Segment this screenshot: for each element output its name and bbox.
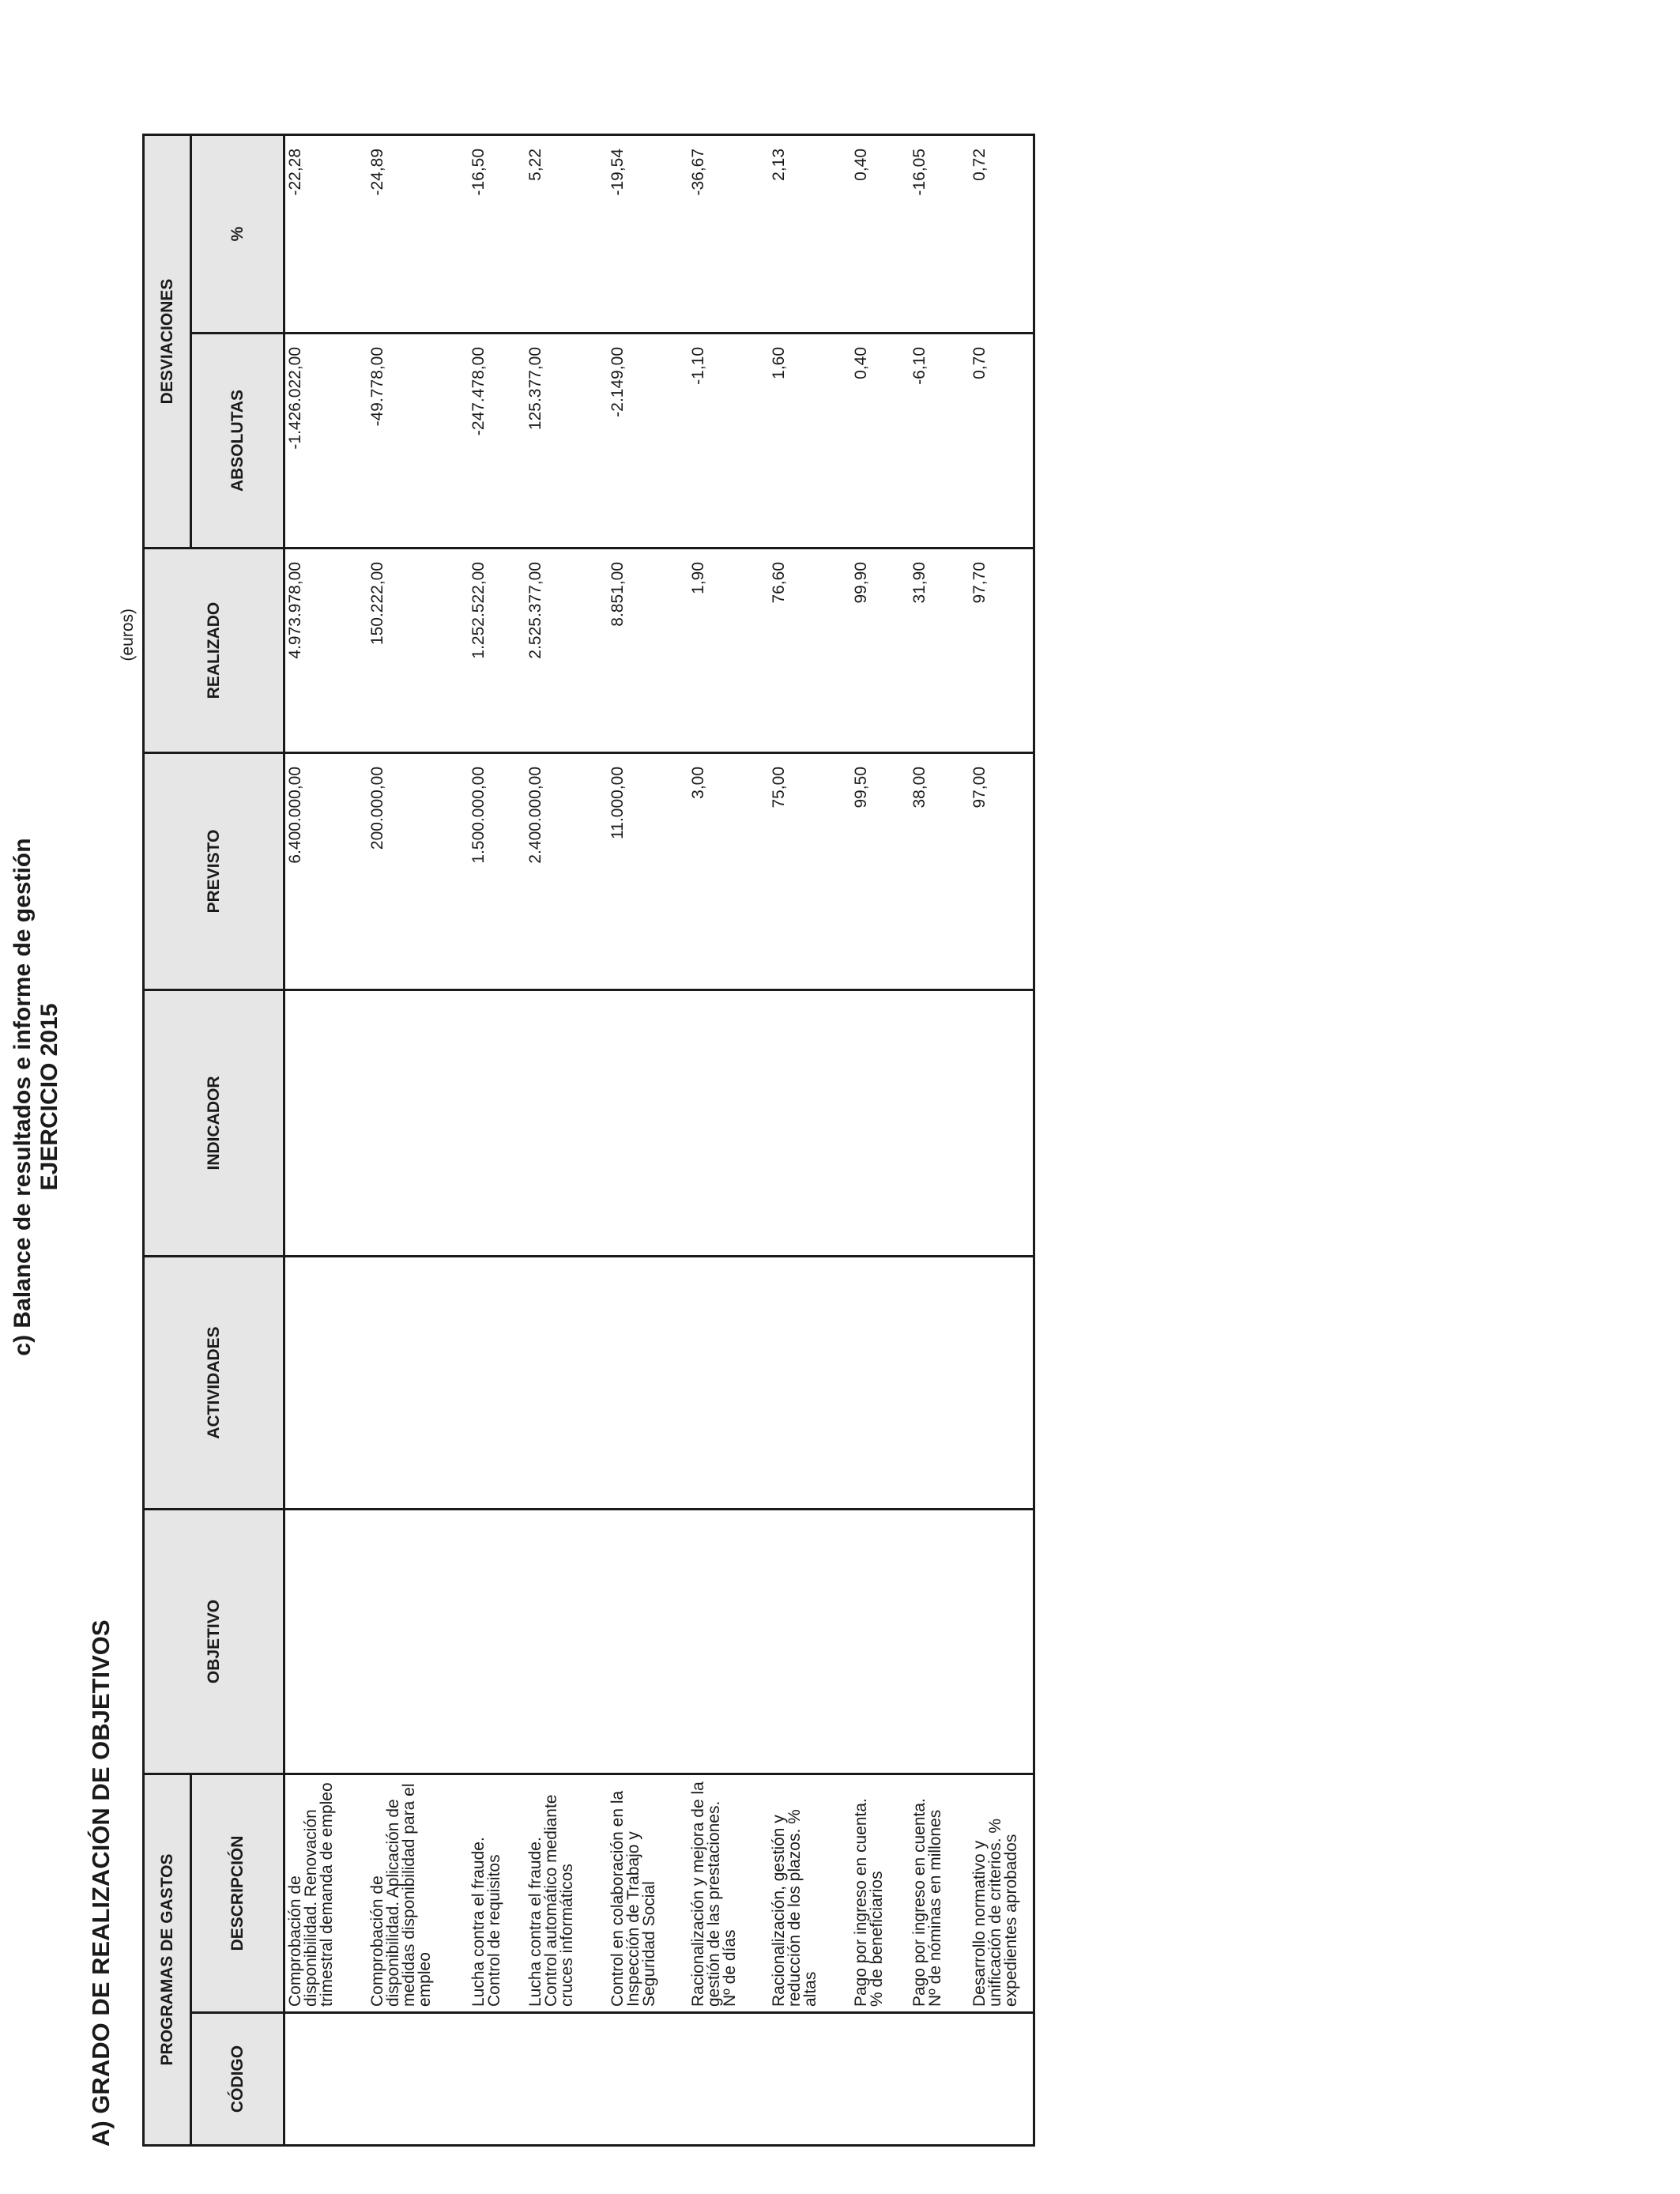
absolutas-cell: -2.149,00 — [608, 346, 627, 417]
objetivo-column — [284, 1509, 1034, 1774]
realizado-cell: 150.222,00 — [368, 561, 386, 646]
realizado-cell: 99,90 — [852, 561, 870, 604]
fiscal-year-title: EJERCICIO 2015 — [36, 1003, 62, 1191]
absolutas-cell: -1,10 — [689, 346, 707, 385]
previsto-cell: 200.000,00 — [368, 766, 386, 850]
absolutas-cell: -1.426.022,00 — [286, 346, 304, 450]
absolutas-cell: -247.478,00 — [469, 346, 488, 436]
header-porcentaje: % — [191, 134, 284, 333]
porcentaje-cell: 0,72 — [970, 148, 989, 181]
porcentaje-cell: 0,40 — [852, 148, 870, 181]
absolutas-cell: 125.377,00 — [526, 346, 544, 431]
codigo-column — [284, 2013, 1034, 2146]
header-indicador: INDICADOR — [144, 990, 284, 1256]
section-title: A) GRADO DE REALIZACIÓN DE OBJETIVOS — [87, 1619, 115, 2147]
porcentaje-column — [284, 134, 1034, 333]
absolutas-cell: -49.778,00 — [368, 346, 386, 427]
absolutas-cell: -6,10 — [910, 346, 929, 385]
header-previsto: PREVISTO — [144, 752, 284, 990]
realizado-cell: 8.851,00 — [608, 561, 627, 627]
previsto-cell: 38,00 — [910, 766, 929, 809]
realizado-cell: 2.525.377,00 — [526, 561, 544, 659]
previsto-cell: 11.000,00 — [608, 766, 627, 839]
previsto-cell: 97,00 — [970, 766, 989, 809]
previsto-column — [284, 752, 1034, 990]
absolutas-column — [284, 333, 1034, 548]
header-absolutas: ABSOLUTAS — [191, 333, 284, 548]
descripcion-cell: Pago por ingreso en cuenta. Nº de nóminas en millones — [910, 1798, 944, 2007]
realizado-cell: 97,70 — [970, 561, 989, 604]
indicador-column — [284, 990, 1034, 1256]
programas-group-header: PROGRAMAS DE GASTOS — [144, 1774, 191, 2145]
descripcion-cell: Racionalización, gestión y reducción de los plazos. % altas — [770, 1809, 819, 2007]
descripcion-cell: Pago por ingreso en cuenta. % de beneficiarios — [852, 1798, 886, 2007]
descripcion-column — [284, 1774, 1034, 2012]
descripcion-cell: Racionalización y mejora de la gestión de las prestaciones. Nº de días — [689, 1781, 739, 2007]
absolutas-cell: 0,70 — [970, 346, 989, 379]
absolutas-cell: 1,60 — [770, 346, 788, 379]
realizado-cell: 1.252.522,00 — [469, 561, 488, 659]
header-realizado: REALIZADO — [144, 548, 284, 752]
previsto-cell: 1.500.000,00 — [469, 766, 488, 864]
realizado-cell: 31,90 — [910, 561, 929, 604]
descripcion-cell: Control en colaboración en la Inspección de Trabajo y Seguridad Social — [608, 1790, 658, 2007]
absolutas-cell: 0,40 — [852, 346, 870, 379]
header-codigo: CÓDIGO — [191, 2013, 284, 2146]
desviaciones-group-header: DESVIACIONES — [144, 134, 191, 548]
document-title: c) Balance de resultados e informe de gestión — [9, 838, 36, 1356]
previsto-cell: 3,00 — [689, 766, 707, 799]
previsto-cell: 6.400.000,00 — [286, 766, 304, 864]
descripcion-cell: Lucha contra el fraude. Control automático mediante cruces informáticos — [526, 1794, 576, 2007]
header-objetivo: OBJETIVO — [144, 1509, 284, 1774]
actividades-column — [284, 1256, 1034, 1509]
descripcion-cell: Comprobación de disponibilidad. Aplicación de medidas disponibilidad para el empleo — [368, 1783, 434, 2007]
previsto-cell: 99,50 — [852, 766, 870, 809]
realizado-cell: 76,60 — [770, 561, 788, 604]
realizado-cell: 1,90 — [689, 561, 707, 594]
previsto-cell: 2.400.000,00 — [526, 766, 544, 864]
porcentaje-cell: -36,67 — [689, 148, 707, 196]
previsto-cell: 75,00 — [770, 766, 788, 809]
porcentaje-cell: -16,05 — [910, 148, 929, 196]
descripcion-cell: Desarrollo normativo y unificación de criterios. % expedientes aprobados — [970, 1818, 1020, 2007]
realizado-column — [284, 548, 1034, 752]
currency-unit-note: (euros) — [119, 609, 137, 662]
porcentaje-cell: -24,89 — [368, 148, 386, 196]
realizado-cell: 4.973.978,00 — [286, 561, 304, 659]
porcentaje-cell: 5,22 — [526, 148, 544, 181]
objectives-table — [142, 134, 1035, 2147]
header-descripcion: DESCRIPCIÓN — [191, 1774, 284, 2012]
header-actividades: ACTIVIDADES — [144, 1256, 284, 1509]
porcentaje-cell: -22,28 — [286, 148, 304, 196]
descripcion-cell: Comprobación de disponibilidad. Renovación trimestral demanda de empleo — [286, 1782, 336, 2007]
porcentaje-cell: 2,13 — [770, 148, 788, 181]
porcentaje-cell: -19,54 — [608, 148, 627, 196]
porcentaje-cell: -16,50 — [469, 148, 488, 196]
descripcion-cell: Lucha contra el fraude. Control de requisitos — [469, 1837, 503, 2007]
